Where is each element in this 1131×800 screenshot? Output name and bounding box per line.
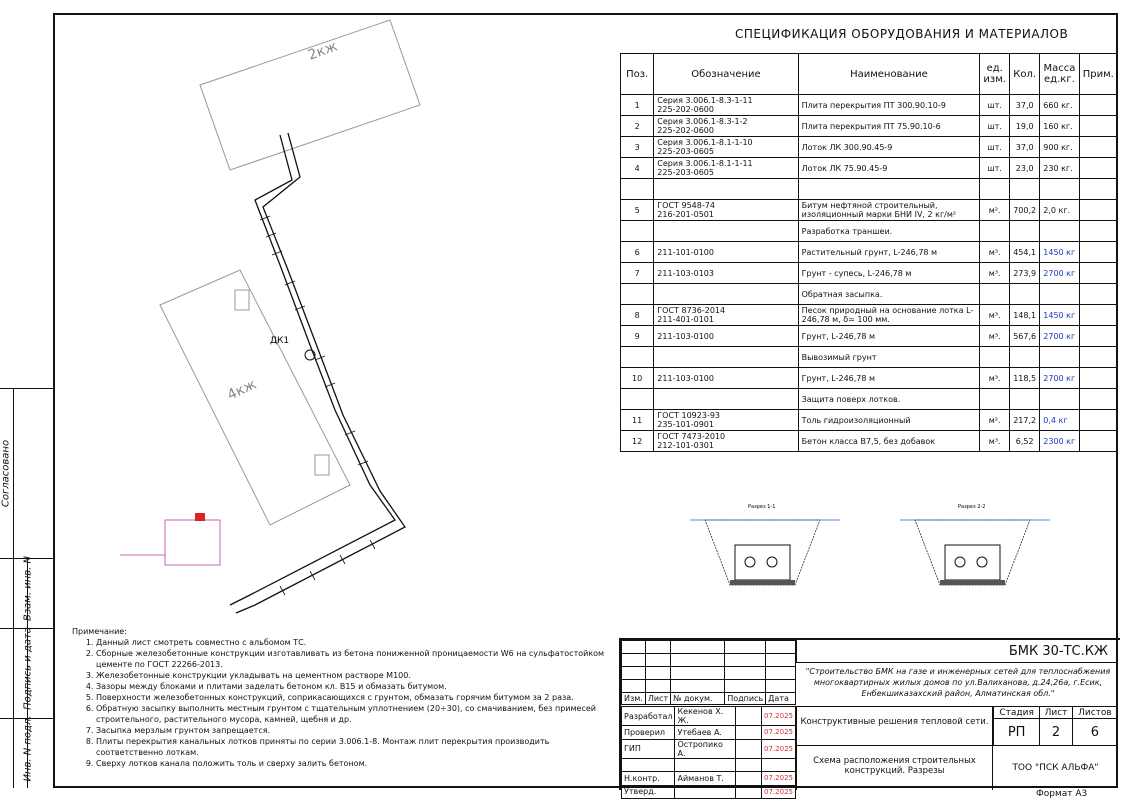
project-name: "Строительство БМК на газе и инженерных сетей для теплоснабжения многоквартирных жилых домов по ул.Валиханова, д.24,26а, г.Есик, Енбекшиказахский район, Алматинская обл." [805,667,1111,698]
inv-replace-label: Взам. инв. N [22,556,34,621]
notes [72,626,612,769]
spec-mass: 160 кг. [1040,116,1079,137]
spec-qty: 6,52 [1010,431,1040,452]
spec-unit [980,221,1010,242]
spec-row [621,347,1118,368]
spec-unit: шт. [980,137,1010,158]
signatory-date: 07.2025 [762,726,796,740]
section-name: Конструктивные решения тепловой сети. [796,706,993,746]
spec-unit: м³. [980,263,1010,284]
spec-unit [980,347,1010,368]
hdr-sign: Подпись [725,693,766,705]
signatory-row [622,707,796,726]
spec-designation: 211-103-0103 [654,263,798,284]
note-item: 9. Сверху лотков канала положить толь и сверху залить бетоном. [96,758,612,769]
spec-note [1079,431,1117,452]
section-2-2 [900,504,1050,585]
signatory-sign [736,707,762,726]
spec-pos [621,179,654,200]
stage-table [993,706,1118,746]
signatory-date: 07.2025 [762,772,796,786]
sheet-name: Схема расположения строительных конструкций. Разрезы [796,746,993,790]
spec-pos [621,284,654,305]
spec-designation: 211-103-0100 [654,326,798,347]
signatory-sign [736,739,762,758]
spec-unit: м³. [980,305,1010,326]
signatory-date [762,758,796,772]
spec-name: Толь гидроизоляционный [798,410,980,431]
spec-mass [1040,389,1079,410]
spec-pos: 3 [621,137,654,158]
spec-row [621,158,1118,179]
spec-qty: 118,5 [1010,368,1040,389]
spec-qty: 567,6 [1010,326,1040,347]
spec-note [1079,326,1117,347]
signatory-row [622,785,796,799]
note-item: 3. Железобетонные конструкции укладывать на цементном растворе М100. [96,670,612,681]
spec-row [621,326,1118,347]
signatory-sign [736,726,762,740]
spec-row [621,242,1118,263]
note-item: 6. Обратную засыпку выполнить местным грунтом с тщательным уплотнением (20÷30), со смачиванием, без примесей строительного, растительного мусора, камней, щебня и др. [96,703,612,725]
spec-pos: 10 [621,368,654,389]
spec-mass [1040,221,1079,242]
signatory-date: 07.2025 [762,739,796,758]
spec-pos: 5 [621,200,654,221]
spec-name: Растительный грунт, L-246,78 м [798,242,980,263]
signatory-role: Утверд. [622,785,675,799]
spec-pos [621,347,654,368]
spec-mass: 900 кг. [1040,137,1079,158]
spec-qty: 23,0 [1010,158,1040,179]
spec-designation [654,179,798,200]
spec-mass: 1450 кг [1040,305,1079,326]
chamber-label: ДК1 [270,336,290,346]
note-item: 4. Зазоры между блоками и плитами заделать бетоном кл. В15 и обмазать битумом. [96,681,612,692]
notes-title: Примечание: [72,627,127,636]
spec-pos: 2 [621,116,654,137]
signatory-role: Проверил [622,726,675,740]
signatory-row [622,772,796,786]
left-stamp-strip [0,388,53,788]
note-item: 7. Засыпка мерзлым грунтом запрещается. [96,725,612,736]
spec-note [1079,137,1117,158]
spec-pos: 4 [621,158,654,179]
spec-qty: 19,0 [1010,116,1040,137]
spec-designation: 211-101-0100 [654,242,798,263]
note-item: 1. Данный лист смотреть совместно с альбомом ТС. [96,637,612,648]
spec-designation: ГОСТ 8736-2014 211-401-0101 [654,305,798,326]
hdr-date: Дата [766,693,796,705]
building-window [315,455,329,475]
notes-list [72,637,612,769]
hdr-doc: № докум. [671,693,725,705]
sections-drawing [690,500,1070,625]
spec-unit: м². [980,200,1010,221]
spec-note [1079,179,1117,200]
signatory-name [675,785,736,799]
spec-note [1079,263,1117,284]
signatory-role: Н.контр. [622,772,675,786]
spec-unit: шт. [980,95,1010,116]
spec-mass [1040,179,1079,200]
spec-mass: 2,0 кг. [1040,200,1079,221]
col-pos: Поз. [621,54,654,95]
sign-date-label: Подпись и дата [22,627,34,710]
col-qty: Кол. [1010,54,1040,95]
sheets-label: Листов [1072,707,1117,719]
spec-qty [1010,389,1040,410]
signatory-date: 07.2025 [762,785,796,799]
spec-note [1079,347,1117,368]
spec-mass: 0,4 кг [1040,410,1079,431]
spec-qty: 37,0 [1010,137,1040,158]
spec-qty: 273,9 [1010,263,1040,284]
boiler-site [120,520,220,565]
site-plan [120,15,620,625]
spec-name: Лоток ЛК 75.90.45-9 [798,158,980,179]
spec-pos: 1 [621,95,654,116]
company-name: ТОО "ПСК АЛЬФА" [1012,763,1099,773]
hdr-izm: Изм. [622,693,646,705]
spec-row [621,410,1118,431]
signatory-name: Остропико А. [675,739,736,758]
signatory-role: ГИП [622,739,675,758]
spec-designation [654,389,798,410]
signatory-date: 07.2025 [762,707,796,726]
spec-note [1079,305,1117,326]
spec-pos: 9 [621,326,654,347]
spec-designation [654,221,798,242]
sheet-format: Формат А3 [1036,789,1088,799]
spec-designation: 211-103-0100 [654,368,798,389]
spec-qty [1010,347,1040,368]
spec-unit: шт. [980,116,1010,137]
spec-name: Вывозимый грунт [798,347,980,368]
signatory-sign [736,758,762,772]
spec-name: Песок природный на основание лотка L-246,78 м, δ= 100 мм. [798,305,980,326]
spec-designation [654,284,798,305]
col-name: Наименование [798,54,980,95]
spec-unit: м³. [980,368,1010,389]
spec-unit: шт. [980,158,1010,179]
spec-unit [980,179,1010,200]
signatory-role [622,758,675,772]
spec-designation: ГОСТ 9548-74 216-201-0501 [654,200,798,221]
spec-name: Бетон класса В7,5, без добавок [798,431,980,452]
stage-value: РП [994,719,1040,746]
signatory-name: Айманов Т. [675,772,736,786]
spec-designation: Серия 3.006.1-8.3-1-11 225-202-0600 [654,95,798,116]
spec-pos [621,389,654,410]
spec-name: Разработка траншеи. [798,221,980,242]
signatory-name: Кекенов Х. Ж. [675,707,736,726]
inv-orig-label: Инв. N подл. [22,715,34,782]
col-designation: Обозначение [654,54,798,95]
col-unit: ед. изм. [980,54,1010,95]
spec-row [621,137,1118,158]
spec-title: СПЕЦИФИКАЦИЯ ОБОРУДОВАНИЯ И МАТЕРИАЛОВ [735,27,1069,41]
agreed-label: Согласовано [0,439,12,508]
spec-mass: 230 кг. [1040,158,1079,179]
signatory-sign [736,785,762,799]
spec-unit [980,389,1010,410]
spec-row [621,431,1118,452]
spec-row [621,95,1118,116]
spec-name: Грунт, L-246,78 м [798,368,980,389]
note-item: 5. Поверхности железобетонных конструкций, соприкасающихся с грунтом, обмазать горячим битумом за 2 раза. [96,692,612,703]
building-4kj-outline [160,270,350,525]
spec-note [1079,221,1117,242]
spec-unit: м². [980,410,1010,431]
spec-qty: 700,2 [1010,200,1040,221]
signatory-row [622,758,796,772]
building-4kj-label: 4кж [224,376,259,404]
spec-name: Плита перекрытия ПТ 300.90.10-9 [798,95,980,116]
channel-ticks [260,216,375,595]
spec-qty [1010,179,1040,200]
spec-mass: 1450 кг [1040,242,1079,263]
spec-pos: 12 [621,431,654,452]
signatory-name: Утебаев А. [675,726,736,740]
revisions-grid [621,640,796,705]
spec-row [621,263,1118,284]
note-item: 2. Сборные железобетонные конструкции изготавливать из бетона пониженной проницаемости W6 на сульфатостойком цементе по ГОСТ 22266-2013. [96,648,612,670]
spec-row [621,305,1118,326]
spec-qty: 37,0 [1010,95,1040,116]
spec-note [1079,410,1117,431]
col-note: Прим. [1079,54,1117,95]
sheets-value: 6 [1072,719,1117,746]
spec-unit: м³. [980,242,1010,263]
signatories [621,706,796,799]
spec-pos: 7 [621,263,654,284]
spec-designation: ГОСТ 10923-93 235-101-0901 [654,410,798,431]
building-2kj-label: 2кж [305,38,340,64]
spec-pos: 11 [621,410,654,431]
spec-name: Грунт, L-246,78 м [798,326,980,347]
spec-mass: 660 кг. [1040,95,1079,116]
spec-qty [1010,284,1040,305]
spec-qty: 454,1 [1010,242,1040,263]
svg-text:Разрез 1-1: Разрез 1-1 [748,504,776,510]
svg-text:Разрез 2-2: Разрез 2-2 [958,504,986,510]
spec-row [621,116,1118,137]
stage-label: Стадия [994,707,1040,719]
spec-qty: 217,2 [1010,410,1040,431]
spec-mass: 2700 кг [1040,368,1079,389]
spec-pos: 6 [621,242,654,263]
spec-note [1079,200,1117,221]
spec-mass [1040,284,1079,305]
building-2kj-outline [200,20,420,170]
sheet-label: Лист [1040,707,1073,719]
spec-designation [654,347,798,368]
signatory-role: Разработал [622,707,675,726]
spec-qty: 148,1 [1010,305,1040,326]
spec-name [798,179,980,200]
spec-qty [1010,221,1040,242]
spec-row [621,221,1118,242]
spec-mass: 2300 кг [1040,431,1079,452]
spec-note [1079,116,1117,137]
spec-mass: 2700 кг [1040,263,1079,284]
spec-unit: м³. [980,431,1010,452]
signatory-name [675,758,736,772]
spec-note [1079,158,1117,179]
spec-designation: Серия 3.006.1-8.3-1-2 225-202-0600 [654,116,798,137]
spec-name: Защита поверх лотков. [798,389,980,410]
spec-note [1079,389,1117,410]
spec-note [1079,95,1117,116]
sheet-value: 2 [1040,719,1073,746]
spec-note [1079,368,1117,389]
spec-name: Грунт - супесь, L-246,78 м [798,263,980,284]
spec-row [621,389,1118,410]
spec-name: Битум нефтяной строительный, изоляционный марки БНИ IV, 2 кг/м² [798,200,980,221]
spec-designation: Серия 3.006.1-8.1-1-10 225-203-0605 [654,137,798,158]
note-item: 8. Плиты перекрытия канальных лотков приняты по серии 3.006.1-8. Монтаж плит перекрытия производить соответственно лоткам. [96,736,612,758]
spec-designation: Серия 3.006.1-8.1-1-11 225-203-0605 [654,158,798,179]
signatory-row [622,739,796,758]
spec-note [1079,242,1117,263]
spec-unit: м³. [980,326,1010,347]
spec-name: Обратная засыпка. [798,284,980,305]
heating-channel-route [230,133,405,613]
hdr-list: Лист [645,693,670,705]
boiler-marker [195,513,205,521]
spec-row [621,200,1118,221]
spec-unit [980,284,1010,305]
section-1-1 [690,504,840,585]
spec-table [620,53,1118,452]
building-window [235,290,249,310]
spec-row [621,284,1118,305]
spec-designation: ГОСТ 7473-2010 212-101-0301 [654,431,798,452]
spec-row [621,368,1118,389]
drawing-code: БМК 30-ТС.КЖ [1008,644,1108,659]
spec-name: Плита перекрытия ПТ 75.90.10-6 [798,116,980,137]
spec-note [1079,284,1117,305]
spec-pos [621,221,654,242]
signatory-row [622,726,796,740]
spec-name: Лоток ЛК 300.90.45-9 [798,137,980,158]
spec-mass: 2700 кг [1040,326,1079,347]
signatory-sign [736,772,762,786]
spec-row [621,179,1118,200]
spec-pos: 8 [621,305,654,326]
spec-mass [1040,347,1079,368]
col-mass: Масса ед.кг. [1040,54,1079,95]
